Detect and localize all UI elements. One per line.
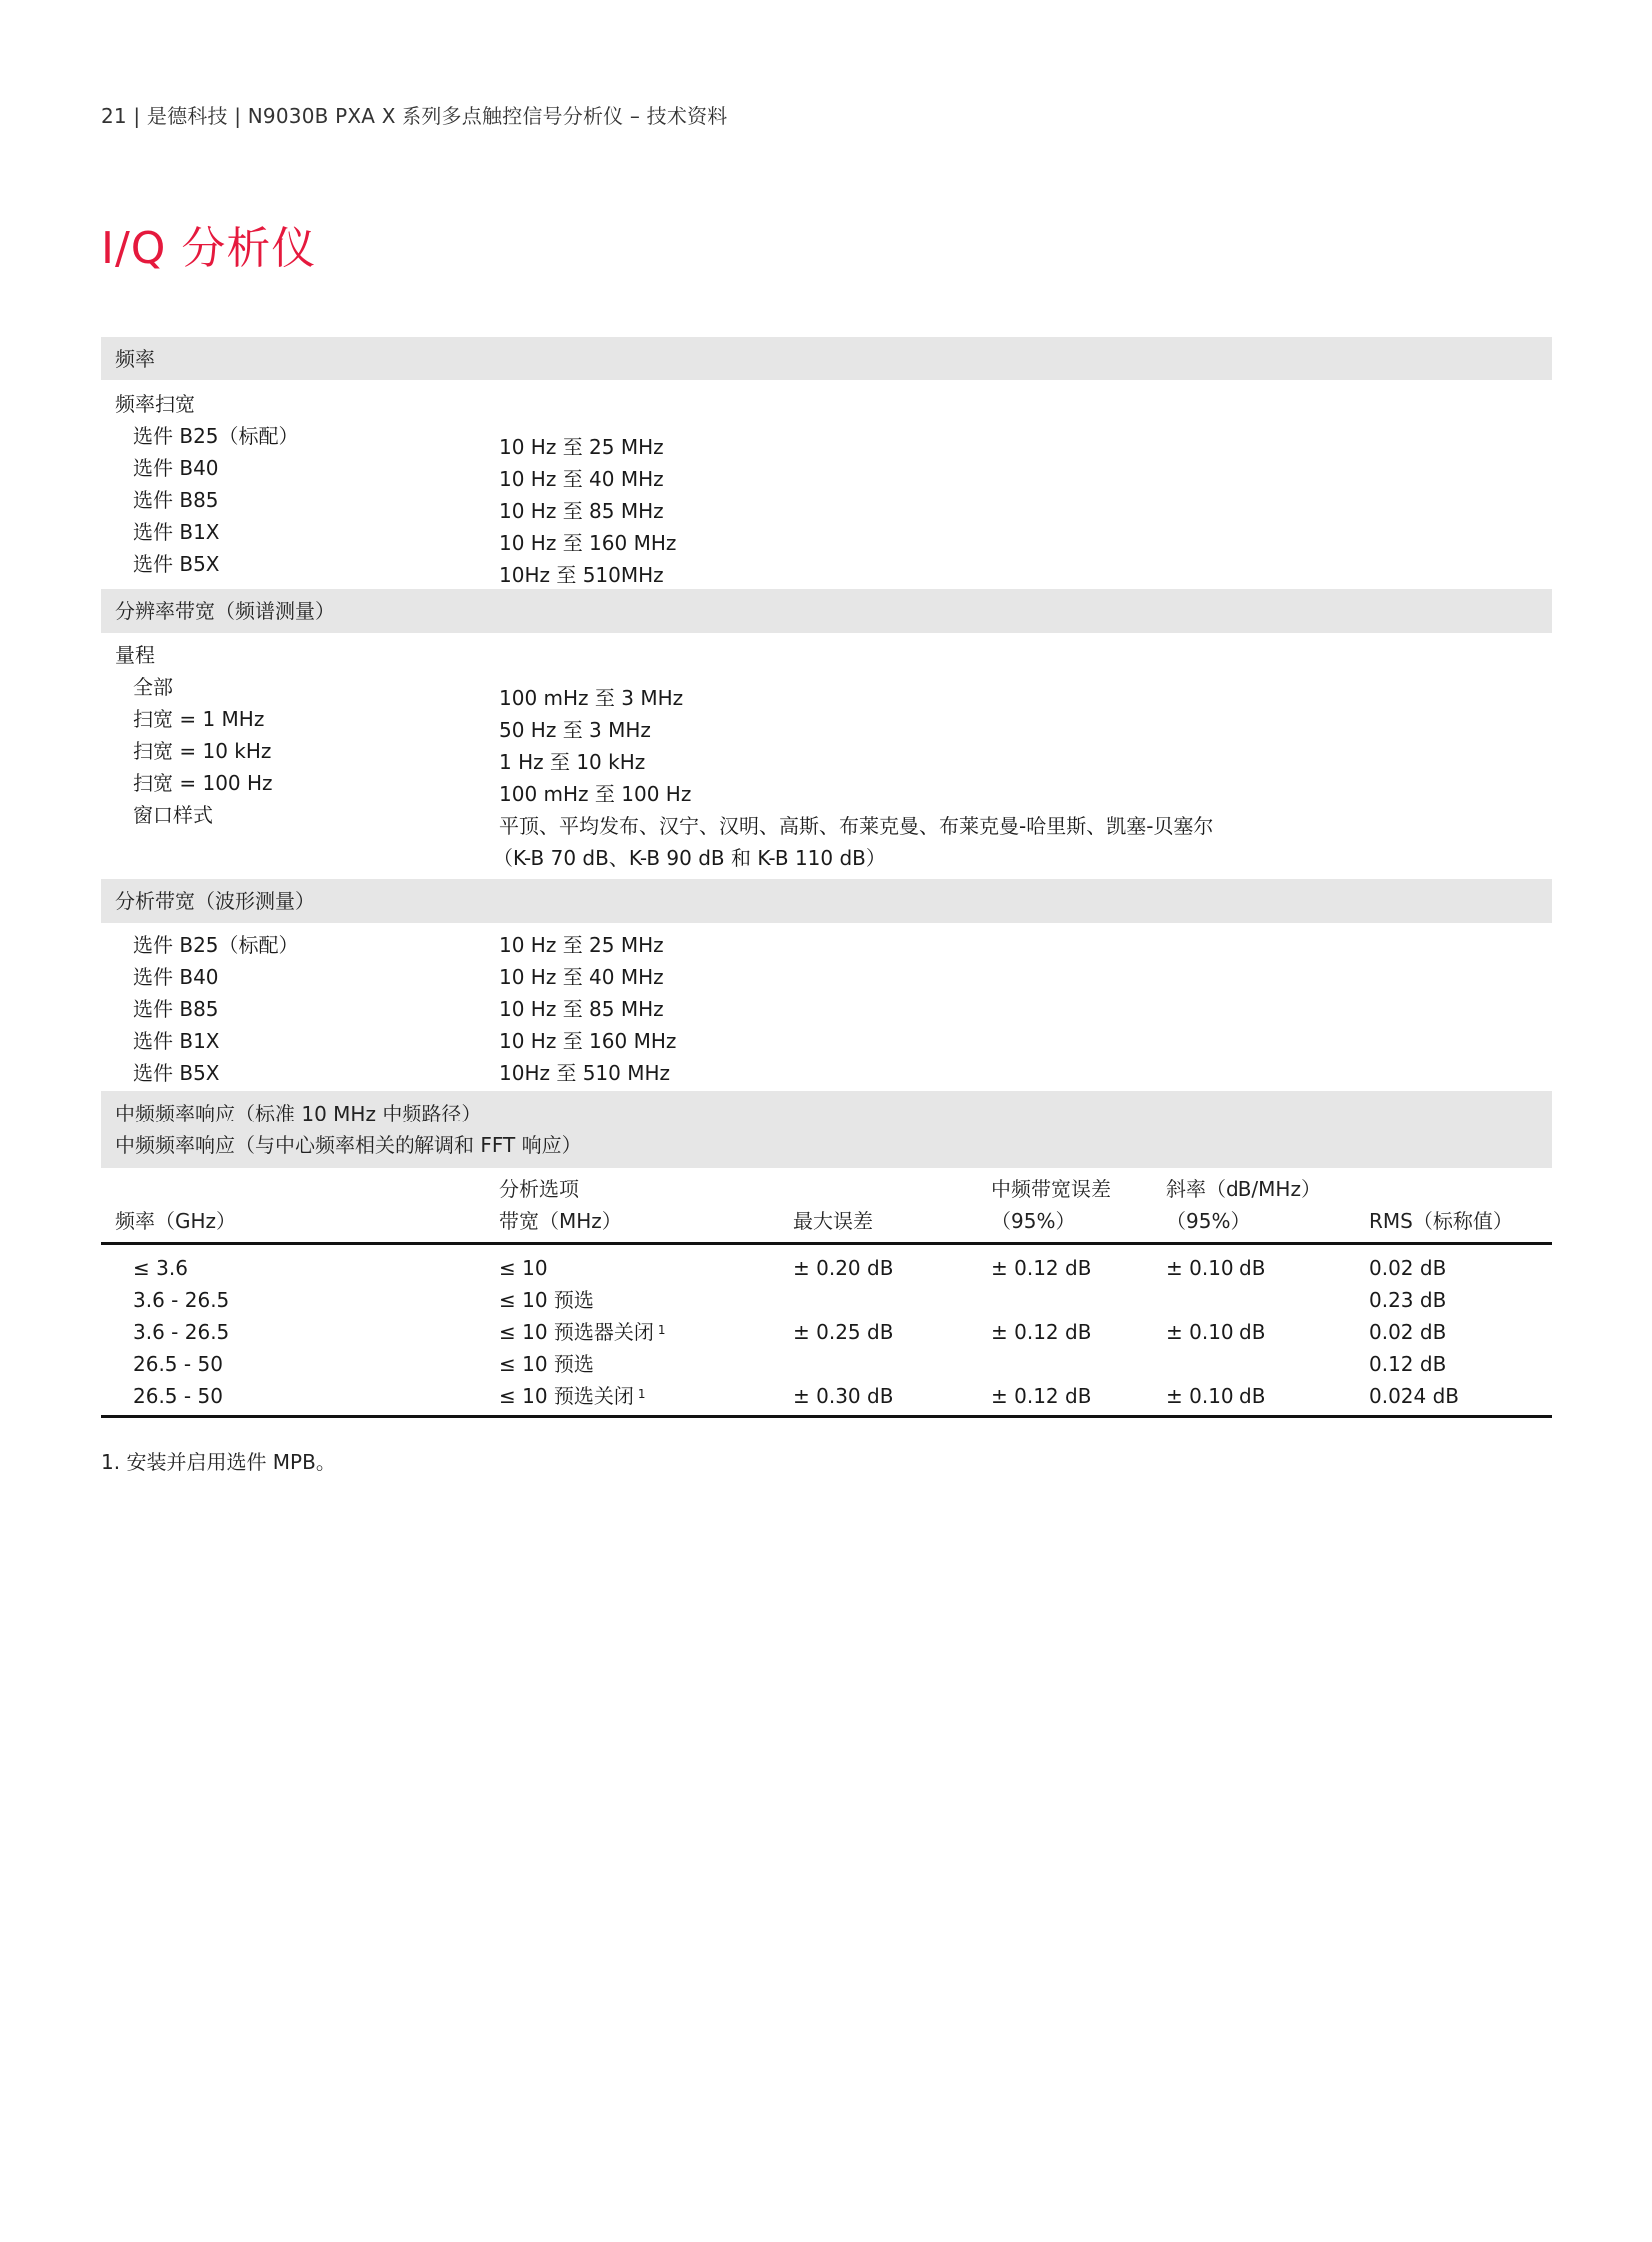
abw-label: 选件 B85 [133,997,219,1021]
page-header: 21 | 是德科技 | N9030B PXA X 系列多点触控信号分析仪 – 技术资料 [101,104,728,128]
abw-value: 10 Hz 至 160 MHz [499,1029,677,1053]
rbw-range-block [101,633,1552,879]
cell-frequency: 26.5 - 50 [133,1384,223,1408]
cell-slope: ± 0.10 dB [1166,1320,1266,1344]
cell-bandwidth: ≤ 10 预选 [499,1352,594,1376]
section-band-frequency: 频率 [101,337,1552,380]
abw-value: 10Hz 至 510 MHz [499,1061,671,1085]
footnote-ref: 1 [637,1387,646,1401]
option-label: 选件 B85 [133,488,219,512]
table-row [101,1348,1552,1380]
abw-value: 10 Hz 至 25 MHz [499,933,664,957]
option-label: 选件 B1X [133,520,220,544]
frequency-span-values [499,431,676,591]
rbw-label: 窗口样式 [133,803,213,827]
option-label: 选件 B40 [133,456,219,480]
th-frequency: 频率（GHz） [115,1209,237,1233]
table-row [101,1284,1552,1316]
option-value: 10Hz 至 510MHz [499,563,664,587]
table-row [101,1252,1552,1284]
option-label: 选件 B5X [133,552,220,576]
abw-values [499,929,676,1089]
cell-frequency: 26.5 - 50 [133,1352,223,1376]
cell-bandwidth: ≤ 10 [499,1256,548,1280]
rbw-label: 扫宽 = 10 kHz [133,739,272,763]
rbw-label: 扫宽 = 1 MHz [133,707,265,731]
option-value: 10 Hz 至 85 MHz [499,499,664,523]
cell-rms: 0.02 dB [1369,1320,1447,1344]
abw-block [101,923,1552,1091]
cell-rms: 0.024 dB [1369,1384,1460,1408]
if-band-line1: 中频频率响应（标准 10 MHz 中频路径） [115,1102,482,1125]
abw-label: 选件 B25（标配） [133,933,299,957]
cell-ifbw-error: ± 0.12 dB [991,1320,1092,1344]
table-header [101,1168,1552,1245]
rbw-range-values [493,682,1214,874]
frequency-span-block [101,380,1552,589]
rbw-range-label: 量程 [115,643,155,667]
rbw-label: 全部 [133,675,173,699]
table-row [101,1316,1552,1348]
th-rms: RMS（标称值） [1369,1209,1513,1233]
cell-rms: 0.23 dB [1369,1288,1447,1312]
rbw-range-options [133,671,273,831]
section-band-abw: 分析带宽（波形测量） [101,879,1552,923]
abw-label: 选件 B5X [133,1061,220,1085]
cell-max-error: ± 0.30 dB [793,1384,894,1408]
cell-bandwidth-text: ≤ 10 预选关闭 [499,1384,634,1408]
th-slope-line1: 斜率（dB/MHz） [1166,1177,1321,1201]
cell-frequency: 3.6 - 26.5 [133,1320,230,1344]
cell-rms: 0.02 dB [1369,1256,1447,1280]
th-bw-line2: 带宽（MHz） [499,1209,622,1233]
cell-slope: ± 0.10 dB [1166,1384,1266,1408]
abw-label: 选件 B40 [133,965,219,989]
spec-content [101,337,1552,1408]
th-ifbw-line1: 中频带宽误差 [991,1177,1111,1201]
cell-ifbw-error: ± 0.12 dB [991,1384,1092,1408]
cell-frequency: 3.6 - 26.5 [133,1288,230,1312]
cell-bandwidth [499,1316,666,1348]
rbw-label: 扫宽 = 100 Hz [133,771,273,795]
cell-bandwidth [499,1380,646,1412]
rbw-value: 100 mHz 至 3 MHz [499,686,684,710]
option-value: 10 Hz 至 40 MHz [499,467,664,491]
abw-value: 10 Hz 至 40 MHz [499,965,664,989]
cell-frequency: ≤ 3.6 [133,1256,188,1280]
page-title: I/Q 分析仪 [101,223,317,274]
rbw-value: 平顶、平均发布、汉宁、汉明、高斯、布莱克曼、布莱克曼-哈里斯、凯塞-贝塞尔 [499,814,1214,838]
footnote: 1. 安装并启用选件 MPB。 [101,1450,336,1474]
th-slope-line2: （95%） [1166,1209,1250,1233]
section-band-if-response [101,1091,1552,1168]
if-band-line2: 中频频率响应（与中心频率相关的解调和 FFT 响应） [115,1133,582,1157]
table-row [101,1380,1552,1412]
th-max-error: 最大误差 [793,1209,873,1233]
cell-rms: 0.12 dB [1369,1352,1447,1376]
footnote-ref: 1 [657,1323,666,1337]
rbw-value: 1 Hz 至 10 kHz [499,750,646,774]
frequency-span-label: 频率扫宽 [115,392,195,416]
option-value: 10 Hz 至 160 MHz [499,531,677,555]
rbw-value: 50 Hz 至 3 MHz [499,718,651,742]
abw-label: 选件 B1X [133,1029,220,1053]
section-band-rbw: 分辨率带宽（频谱测量） [101,589,1552,633]
table-bottom-rule [101,1415,1552,1418]
abw-value: 10 Hz 至 85 MHz [499,997,664,1021]
th-bw-line1: 分析选项 [499,1177,579,1201]
abw-options [133,929,299,1089]
if-response-table [101,1168,1552,1408]
cell-bandwidth: ≤ 10 预选 [499,1288,594,1312]
rbw-value: 100 mHz 至 100 Hz [499,782,692,806]
cell-ifbw-error: ± 0.12 dB [991,1256,1092,1280]
frequency-span-options [133,420,299,580]
option-value: 10 Hz 至 25 MHz [499,435,664,459]
option-label: 选件 B25（标配） [133,424,299,448]
cell-bandwidth-text: ≤ 10 预选器关闭 [499,1320,654,1344]
cell-max-error: ± 0.25 dB [793,1320,894,1344]
rbw-window-note: （K-B 70 dB、K-B 90 dB 和 K-B 110 dB） [493,846,886,870]
cell-slope: ± 0.10 dB [1166,1256,1266,1280]
cell-max-error: ± 0.20 dB [793,1256,894,1280]
th-ifbw-line2: （95%） [991,1209,1076,1233]
